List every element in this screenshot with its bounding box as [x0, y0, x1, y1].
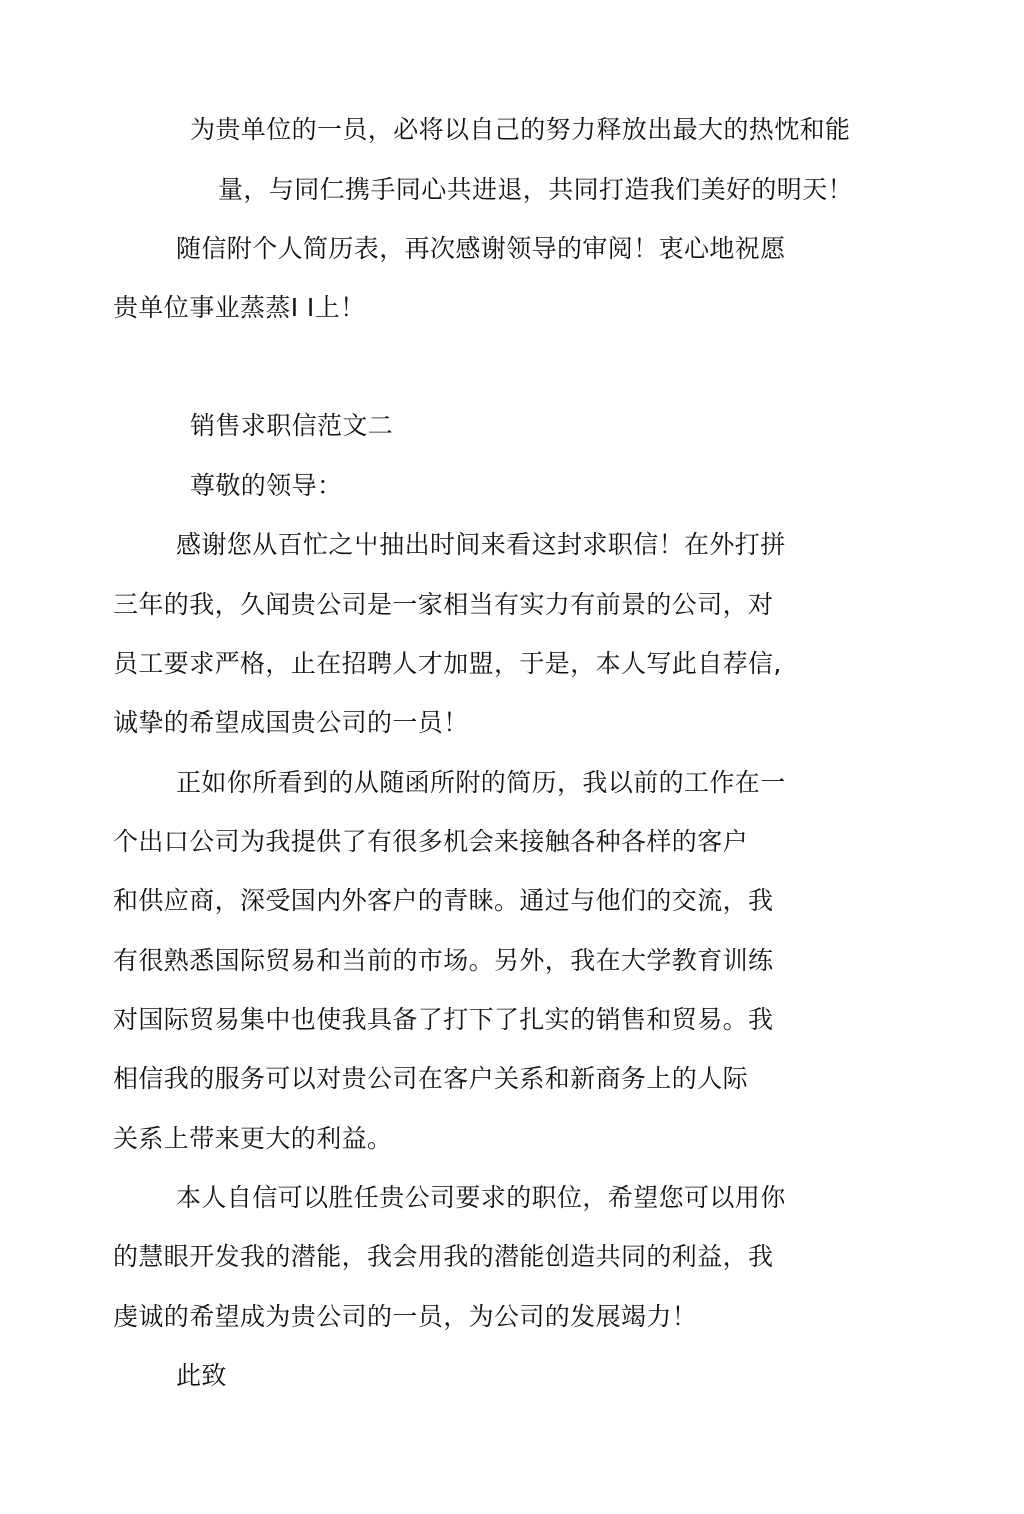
text-line: 和供应商，深受国内外客户的青睐。通过与他们的交流，我 — [113, 886, 774, 915]
text-line: 本人自信可以胜任贵公司要求的职位，希望您可以用你 — [176, 1183, 786, 1212]
text-line: 量，与同仁携手同心共进退，共同打造我们美好的明天！ — [218, 175, 854, 204]
text-line: 随信附个人简历表，再次感谢领导的审阅！衷心地祝愿 — [176, 234, 786, 263]
salutation: 尊敬的领导： — [190, 471, 343, 500]
text-line: 贵单位事业蒸蒸I I上！ — [113, 293, 366, 322]
text-line: 三年的我，久闻贵公司是一家相当有实力有前景的公司，对 — [113, 590, 774, 619]
text-line: 感谢您从百忙之屮抽出时间来看这封求职信！在外打拼 — [176, 530, 786, 559]
text-line: 诚挚的希望成国贵公司的一员！ — [113, 708, 469, 737]
closing-line: 此致 — [176, 1361, 227, 1390]
section-heading: 销售求职信范文二 — [190, 411, 394, 440]
text-line: 正如你所看到的从随函所附的简历，我以前的工作在一 — [176, 768, 786, 797]
text-line: 的慧眼开发我的潜能，我会用我的潜能创造共同的利益，我 — [113, 1242, 774, 1271]
text-line: 员工要求严格，止在招聘人才加盟，于是，本人写此自荐信, — [113, 649, 782, 678]
text-line: 相信我的服务可以对贵公司在客户关系和新商务上的人际 — [113, 1064, 749, 1093]
text-line: 个出口公司为我提供了有很多机会来接触各种各样的客户 — [113, 827, 749, 856]
text-line: 为贵单位的一员，必将以自己的努力释放出最大的热忱和能 — [190, 115, 851, 144]
text-line: 关系上带来更大的利益。 — [113, 1124, 393, 1153]
text-line: 有很熟悉国际贸易和当前的市场。另外，我在大学教育训练 — [113, 946, 774, 975]
text-line: 虔诚的希望成为贵公司的一员，为公司的发展竭力！ — [113, 1302, 698, 1331]
text-line: 对国际贸易集中也使我具备了打下了扎实的销售和贸易。我 — [113, 1005, 774, 1034]
